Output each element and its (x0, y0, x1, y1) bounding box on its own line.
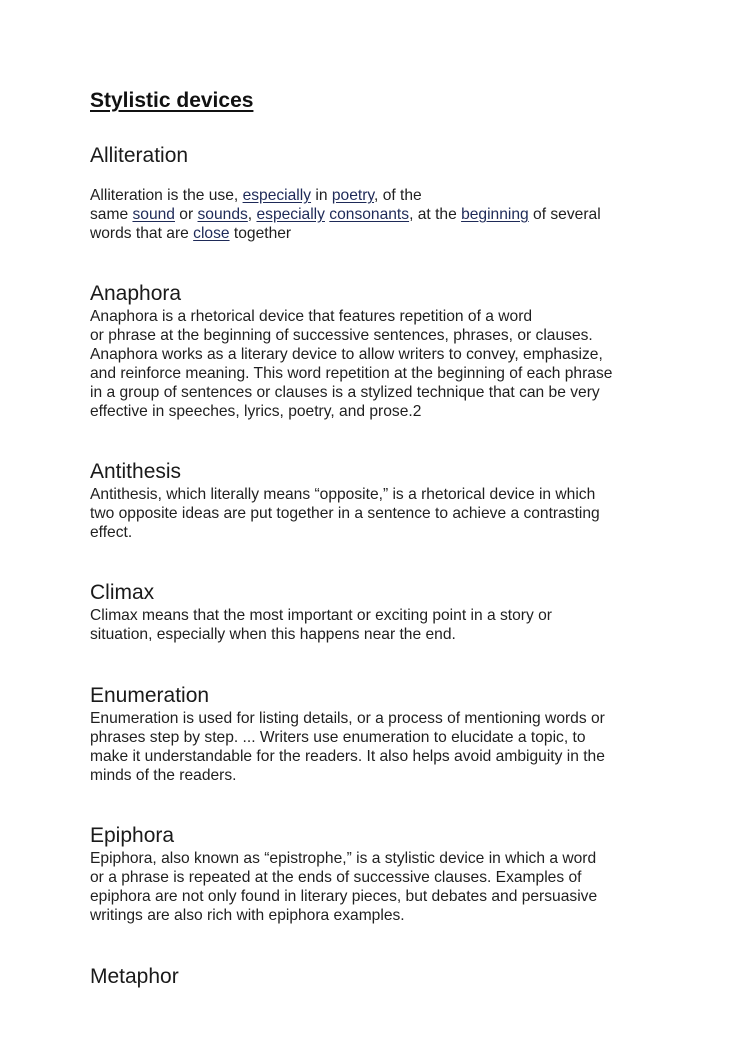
section-climax (90, 580, 680, 644)
text-line: Enumeration is used for listing details, or a process of mentioning words or (90, 710, 605, 727)
text-line: in a group of sentences or clauses is a stylized technique that can be very (90, 384, 600, 401)
section-metaphor (90, 964, 680, 990)
text-run: or (174, 206, 198, 223)
document-title: Stylistic devices (90, 89, 254, 112)
link-especially[interactable]: especially (242, 187, 312, 204)
text-line: or phrase at the beginning of successive sentences, phrases, or clauses. (90, 327, 593, 344)
section-epiphora (90, 823, 680, 925)
text-line: minds of the readers. (90, 767, 237, 784)
text-line: effective in speeches, lyrics, poetry, and prose.2 (90, 403, 422, 420)
text-line: or a phrase is repeated at the ends of successive clauses. Examples of (90, 869, 582, 886)
text-run: Alliteration is the use, (90, 187, 243, 204)
section-heading: Enumeration (90, 684, 210, 707)
text-line: and reinforce meaning. This word repetition at the beginning of each phrase (90, 365, 613, 382)
text-line: epiphora are not only found in literary pieces, but debates and persuasive (90, 888, 598, 905)
section-heading: Alliteration (90, 144, 189, 167)
section-heading: Metaphor (90, 965, 179, 988)
text-run: of several (528, 206, 601, 223)
text-line: Anaphora is a rhetorical device that features repetition of a word (90, 308, 533, 325)
section-heading: Anaphora (90, 282, 182, 305)
section-heading: Climax (90, 581, 155, 604)
link-especially[interactable]: especially (256, 206, 325, 223)
text-run: , of the (374, 187, 422, 204)
link-beginning[interactable]: beginning (461, 206, 529, 223)
link-consonants[interactable]: consonants (329, 206, 410, 223)
section-body (90, 307, 680, 421)
link-sound[interactable]: sound (132, 206, 175, 223)
text-line: Anaphora works as a literary device to allow writers to convey, emphasize, (90, 346, 603, 363)
section-heading: Epiphora (90, 824, 175, 847)
text-run: , at the (409, 206, 462, 223)
text-run: in (311, 187, 332, 204)
text-line: make it understandable for the readers. It also helps avoid ambiguity in the (90, 748, 605, 765)
text-line: phrases step by step. ... Writers use enumeration to elucidate a topic, to (90, 729, 586, 746)
link-poetry[interactable]: poetry (331, 187, 375, 204)
text-line: situation, especially when this happens near the end. (90, 626, 456, 643)
section-body (90, 485, 680, 542)
section-body (90, 606, 680, 644)
text-line: two opposite ideas are put together in a sentence to achieve a contrasting (90, 505, 600, 522)
text-line: Antithesis, which literally means “opposite,” is a rhetorical device in which (90, 486, 596, 503)
section-body (90, 186, 680, 243)
section-antithesis (90, 459, 680, 542)
text-run: words that are (90, 225, 194, 242)
section-anaphora (90, 281, 680, 421)
section-body (90, 849, 680, 925)
section-body (90, 709, 680, 785)
text-line: effect. (90, 524, 133, 541)
text-line: Epiphora, also known as “epistrophe,” is a stylistic device in which a word (90, 850, 597, 867)
link-close[interactable]: close (193, 225, 230, 242)
section-heading: Antithesis (90, 460, 182, 483)
section-alliteration (90, 143, 680, 243)
text-run: same (90, 206, 133, 223)
section-enumeration (90, 683, 680, 785)
text-line: Climax means that the most important or exciting point in a story or (90, 607, 552, 624)
link-sounds[interactable]: sounds (197, 206, 248, 223)
text-line: writings are also rich with epiphora examples. (90, 907, 405, 924)
text-run: , (247, 206, 257, 223)
text-run: together (229, 225, 292, 242)
